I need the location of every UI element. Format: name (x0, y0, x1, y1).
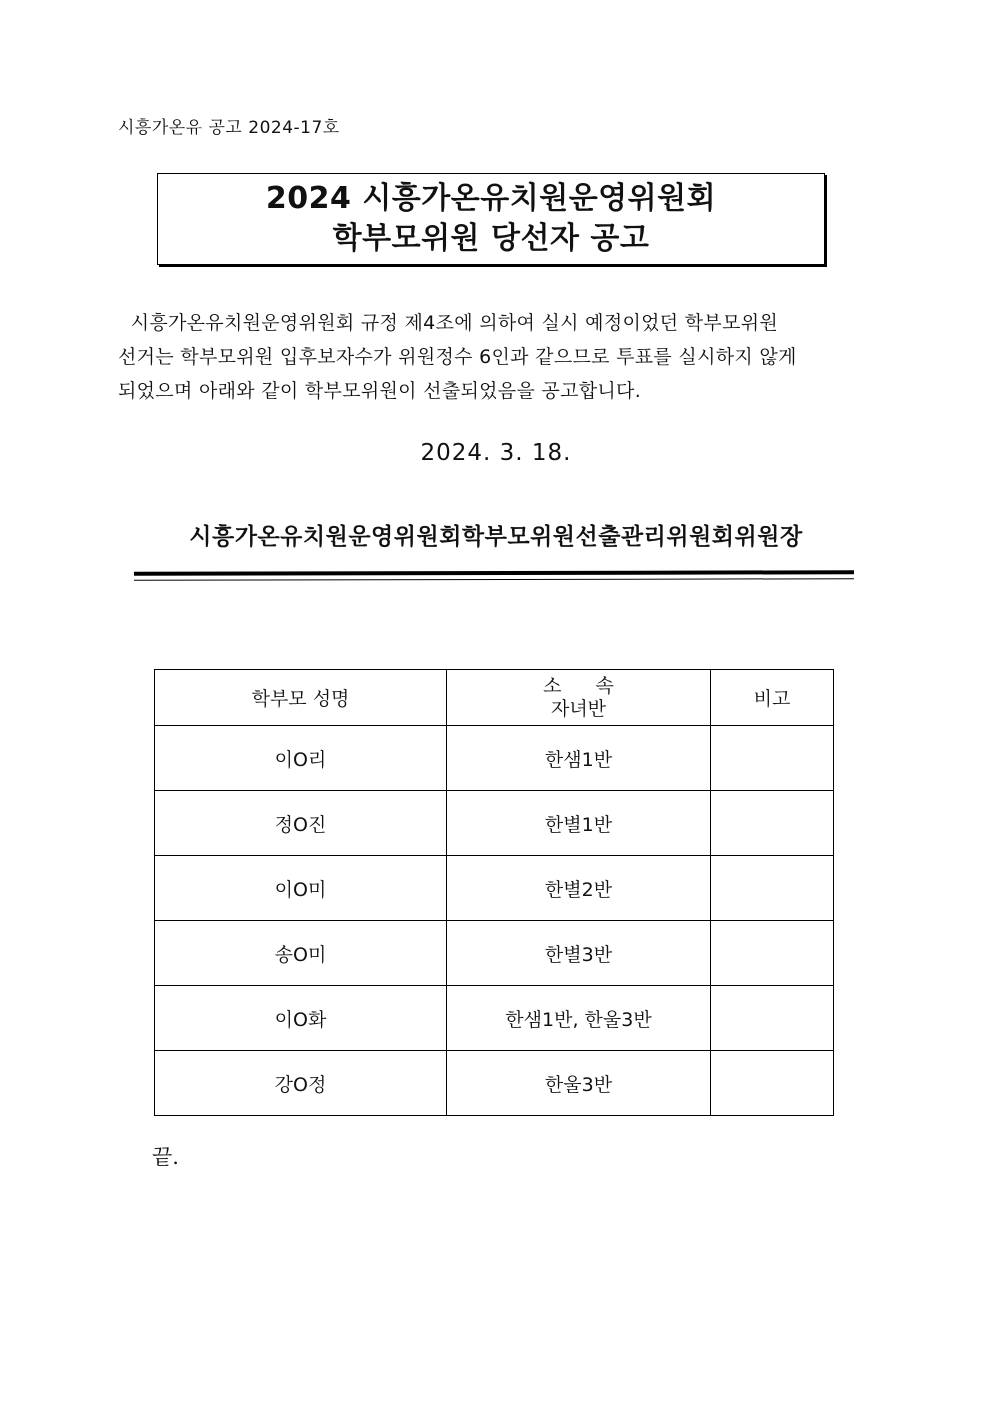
announcement-date: 2024. 3. 18. (420, 440, 572, 466)
cell-note (711, 856, 834, 921)
cell-note (711, 921, 834, 986)
title-box (157, 173, 825, 265)
elected-members-table (154, 669, 834, 1116)
header-parent-name: 학부모 성명 (155, 670, 447, 726)
end-mark: 끝. (152, 1145, 179, 1169)
cell-child-class: 한샘1반 (447, 726, 711, 791)
divider-thick (134, 570, 854, 576)
cell-parent-name: 강O정 (155, 1051, 447, 1116)
cell-note (711, 726, 834, 791)
body-line-2: 선거는 학부모위원 입후보자수가 위원정수 6인과 같으므로 투표를 실시하지 않게 (118, 346, 797, 368)
table-row (155, 1051, 834, 1116)
signatory-title: 시흥가온유치원운영위원회학부모위원선출관리위원회위원장 (189, 523, 803, 550)
document-number: 시흥가온유 공고 2024-17호 (118, 118, 340, 138)
divider-thin (134, 578, 854, 581)
cell-parent-name: 정O진 (155, 791, 447, 856)
title-line-1: 2024 시흥가온유치원운영위원회 (265, 181, 717, 216)
table-row (155, 856, 834, 921)
cell-child-class: 한별1반 (447, 791, 711, 856)
cell-parent-name: 송O미 (155, 921, 447, 986)
announcement-body (118, 306, 888, 408)
cell-note (711, 986, 834, 1051)
cell-child-class: 한별3반 (447, 921, 711, 986)
table-row (155, 726, 834, 791)
body-line-3: 되었으며 아래와 같이 학부모위원이 선출되었음을 공고합니다. (118, 380, 642, 402)
header-affiliation-line-2: 자녀반 (550, 697, 607, 720)
cell-parent-name: 이O화 (155, 986, 447, 1051)
header-affiliation-line-1: 소 속 (543, 674, 628, 697)
header-affiliation (447, 670, 711, 726)
body-line-1: 시흥가온유치원운영위원회 규정 제4조에 의하여 실시 예정이었던 학부모위원 (130, 312, 779, 334)
cell-note (711, 1051, 834, 1116)
cell-parent-name: 이O미 (155, 856, 447, 921)
table-row (155, 921, 834, 986)
table-header-row (155, 670, 834, 726)
table-row (155, 791, 834, 856)
cell-child-class: 한별2반 (447, 856, 711, 921)
title-line-2: 학부모위원 당선자 공고 (332, 221, 650, 256)
cell-note (711, 791, 834, 856)
cell-child-class: 한샘1반, 한울3반 (447, 986, 711, 1051)
header-note: 비고 (711, 670, 834, 726)
table-row (155, 986, 834, 1051)
cell-child-class: 한울3반 (447, 1051, 711, 1116)
cell-parent-name: 이O리 (155, 726, 447, 791)
